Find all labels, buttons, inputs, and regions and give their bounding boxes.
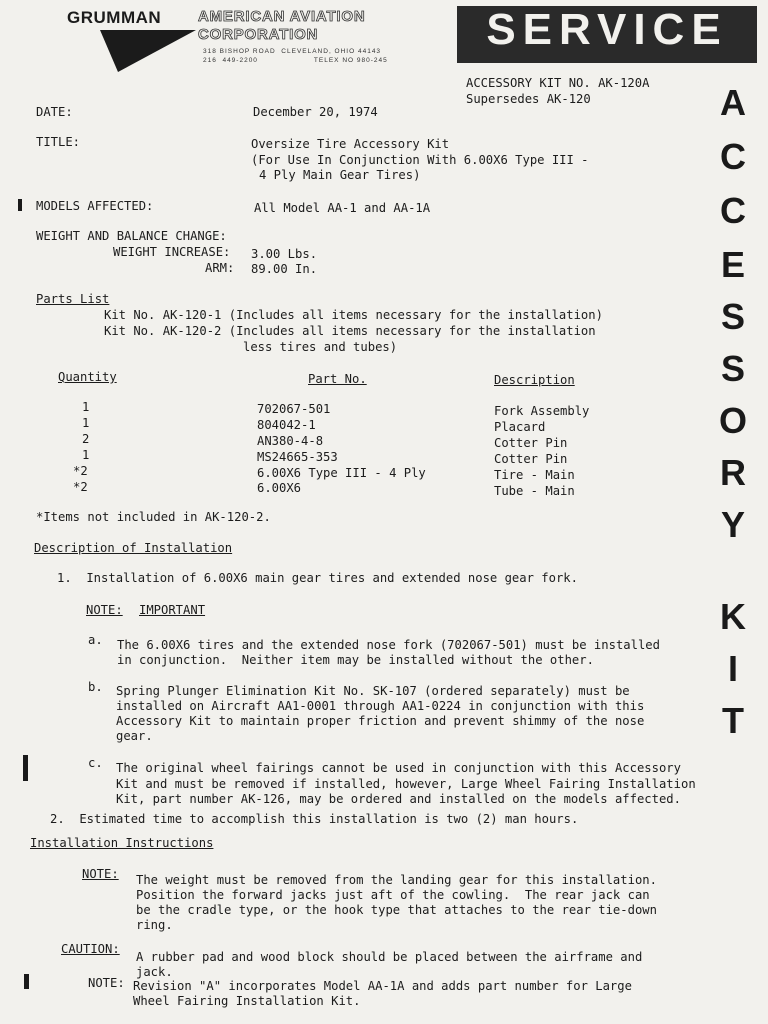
title-label: TITLE: (36, 135, 81, 149)
weight-increase-label: WEIGHT INCREASE: (113, 245, 231, 259)
item-b-line: Spring Plunger Elimination Kit No. SK-107 (ordered separately) must be (116, 684, 630, 698)
parts-list-heading: Parts List (36, 292, 110, 306)
side-letter: C (720, 190, 746, 231)
row-description: Cotter Pin (494, 452, 568, 466)
row-part-number: 804042-1 (257, 418, 316, 432)
service-banner (457, 6, 757, 63)
revision-bar (18, 199, 22, 211)
revision-note-line: Wheel Fairing Installation Kit. (133, 994, 361, 1008)
arm-value: 89.00 In. (251, 262, 318, 276)
item-b-line: Accessory Kit to maintain proper friction and prevent shimmy of the nose (116, 714, 645, 728)
parts-footnote: *Items not included in AK-120-2. (36, 510, 271, 524)
instructions-note-label: NOTE: (82, 867, 119, 881)
brand-name: GRUMMAN (67, 8, 162, 27)
side-letter: T (722, 700, 744, 741)
row-part-number: MS24665-353 (257, 450, 338, 464)
column-header-part-no: Part No. (308, 372, 367, 386)
side-letter: S (720, 348, 745, 389)
caution-line: jack. (136, 965, 173, 979)
row-description: Cotter Pin (494, 436, 568, 450)
row-description: Tire - Main (494, 468, 575, 482)
row-quantity: 1 (82, 416, 90, 430)
weight-balance-label: WEIGHT AND BALANCE CHANGE: (36, 229, 227, 243)
column-header-quantity: Quantity (58, 370, 117, 384)
instructions-note-line: Position the forward jacks just aft of the cowling. The rear jack can (136, 888, 650, 902)
wing-emblem-icon (100, 28, 200, 74)
models-affected-value: All Model AA-1 and AA-1A (254, 201, 431, 215)
item-a-line: in conjunction. Neither item may be installed without the other. (117, 653, 594, 667)
item-a-line: The 6.00X6 tires and the extended nose fork (702067-501) must be installed (117, 638, 660, 652)
kit-2-continuation: less tires and tubes) (243, 340, 398, 354)
row-quantity: *2 (73, 464, 88, 478)
side-letter: S (720, 296, 745, 337)
row-description: Tube - Main (494, 484, 575, 498)
row-description: Fork Assembly (494, 404, 590, 418)
description-item-2: 2. Estimated time to accomplish this installation is two (2) man hours. (50, 812, 579, 826)
title-line: 4 Ply Main Gear Tires) (259, 168, 421, 182)
side-letter: R (720, 452, 746, 493)
revision-note-line: Revision "A" incorporates Model AA-1A and adds part number for Large (133, 979, 632, 993)
item-b-line: installed on Aircraft AA1-0001 through AA1-0224 in conjunction with this (116, 699, 645, 713)
item-b-label: b. (88, 680, 103, 694)
side-letter: Y (720, 504, 745, 545)
item-c-label: c. (88, 756, 103, 770)
column-header-description: Description (494, 373, 575, 387)
instructions-note-line: be the cradle type, or the hook type that attaches to the rear tie-down (136, 903, 657, 917)
side-letter: K (720, 596, 746, 637)
arm-label: ARM: (205, 261, 235, 275)
row-quantity: 1 (82, 400, 90, 414)
instructions-note-line: The weight must be removed from the landing gear for this installation. (136, 873, 657, 887)
side-letter: A (720, 82, 746, 123)
side-letter: C (720, 136, 746, 177)
instructions-note-line: ring. (136, 918, 173, 932)
row-quantity: 2 (82, 432, 90, 446)
company-address: 318 BISHOP ROAD CLEVELAND, OHIO 44143 (203, 48, 382, 55)
brand-subtitle-line2: CORPORATION (198, 26, 319, 43)
description-item-1: 1. Installation of 6.00X6 main gear tires and extended nose gear fork. (57, 571, 578, 585)
description-heading: Description of Installation (34, 541, 233, 555)
revision-bar (23, 755, 28, 781)
kit-number: ACCESSORY KIT NO. AK-120A (466, 76, 650, 90)
revision-note-label: NOTE: (88, 976, 125, 990)
row-part-number: 6.00X6 Type III - 4 Ply (257, 466, 426, 480)
row-description: Placard (494, 420, 546, 434)
row-part-number: AN380-4-8 (257, 434, 324, 448)
item-b-line: gear. (116, 729, 153, 743)
revision-bar (24, 974, 29, 989)
row-quantity: *2 (73, 480, 88, 494)
row-part-number: 702067-501 (257, 402, 331, 416)
weight-increase-value: 3.00 Lbs. (251, 247, 318, 261)
caution-label: CAUTION: (61, 942, 120, 956)
supersedes-note: Supersedes AK-120 (466, 92, 591, 106)
instructions-heading: Installation Instructions (30, 836, 214, 850)
date-label: DATE: (36, 105, 73, 119)
models-affected-label: MODELS AFFECTED: (36, 199, 154, 213)
note-important: IMPORTANT (139, 603, 206, 617)
caution-line: A rubber pad and wood block should be placed between the airframe and (136, 950, 643, 964)
side-letter: E (720, 244, 745, 285)
title-line: (For Use In Conjunction With 6.00X6 Type III - (251, 153, 589, 167)
kit-1-line: Kit No. AK-120-1 (Includes all items necessary for the installation) (104, 308, 603, 322)
side-letter: O (718, 400, 747, 441)
title-line: Oversize Tire Accessory Kit (251, 137, 450, 151)
kit-2-line: Kit No. AK-120-2 (Includes all items necessary for the installation (104, 324, 596, 338)
brand-subtitle-line1: AMERICAN AVIATION (198, 8, 366, 25)
item-a-label: a. (88, 633, 103, 647)
date-value: December 20, 1974 (253, 105, 378, 119)
note-label: NOTE: (86, 603, 123, 617)
item-c-line: Kit and must be removed if installed, however, Large Wheel Fairing Installation (116, 777, 696, 791)
side-letter: I (727, 648, 738, 689)
row-quantity: 1 (82, 448, 90, 462)
item-c-line: Kit, part number AK-126, may be ordered and installed on the models affected. (116, 792, 681, 806)
service-banner-text: SERVICE (486, 5, 728, 54)
company-phone-telex: 216 449-2200 TELEX NO 980-245 (203, 57, 388, 64)
item-c-line: The original wheel fairings cannot be used in conjunction with this Accessory (116, 761, 681, 775)
row-part-number: 6.00X6 (257, 481, 302, 495)
